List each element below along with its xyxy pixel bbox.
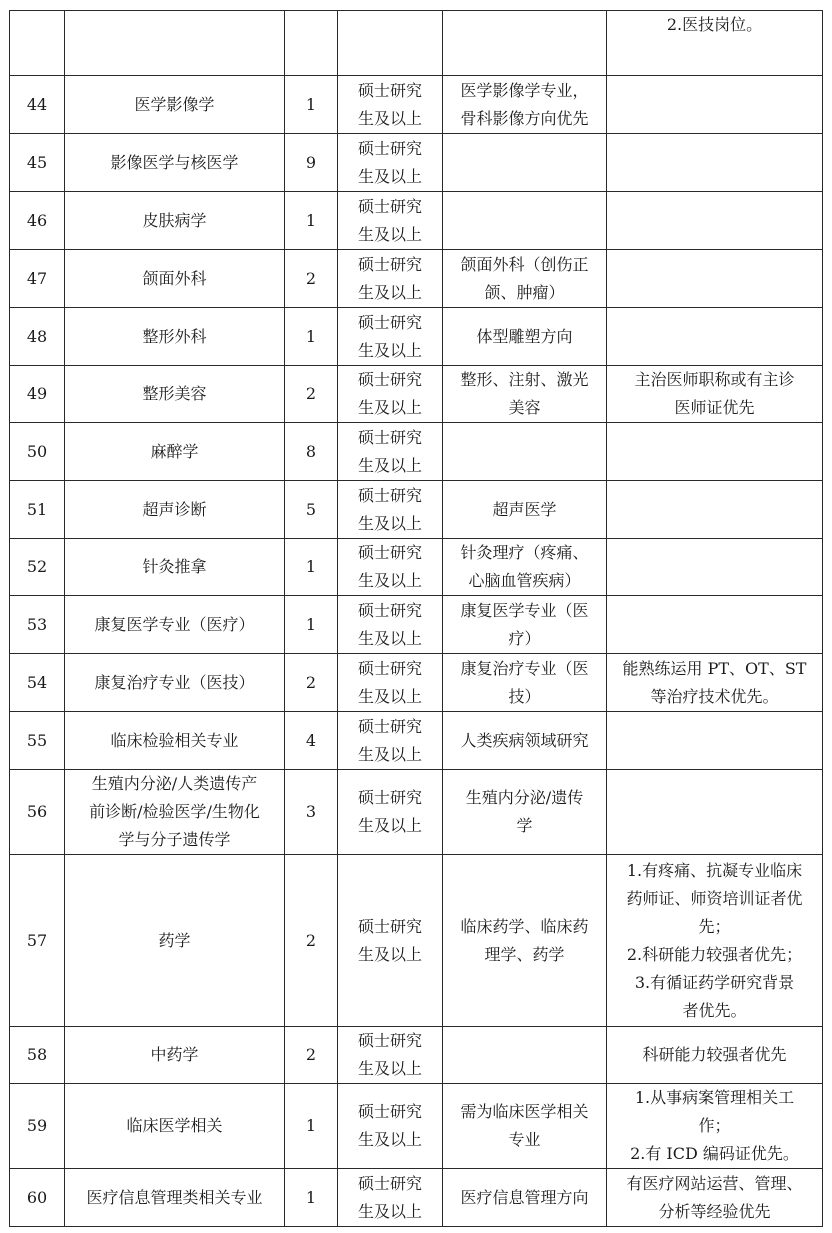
- cell-direction: 体型雕塑方向: [443, 308, 607, 366]
- cell-count: 2: [285, 855, 338, 1027]
- cell-education: 硕士研究 生及以上: [338, 539, 443, 596]
- cell-count: 5: [285, 481, 338, 539]
- cell-education: 硕士研究 生及以上: [338, 308, 443, 366]
- cell-count: 3: [285, 770, 338, 855]
- cell-requirement: [607, 596, 823, 654]
- cell-education: 硕士研究 生及以上: [338, 654, 443, 712]
- cell-major: 针灸推拿: [65, 539, 285, 596]
- cell-count: 9: [285, 134, 338, 192]
- cell-count: 8: [285, 423, 338, 481]
- cell-major: 整形美容: [65, 366, 285, 423]
- cell-num: 60: [10, 1169, 65, 1227]
- cell-requirement: 科研能力较强者优先: [607, 1027, 823, 1084]
- cell-requirement: [607, 481, 823, 539]
- table-row: [10, 366, 823, 423]
- cell-education: 硕士研究 生及以上: [338, 1169, 443, 1227]
- cell-num: 47: [10, 250, 65, 308]
- cell-major: 临床医学相关: [65, 1084, 285, 1169]
- cell-count: [285, 11, 338, 76]
- cell-education: 硕士研究 生及以上: [338, 1027, 443, 1084]
- cell-education: 硕士研究 生及以上: [338, 76, 443, 134]
- cell-major: 麻醉学: [65, 423, 285, 481]
- cell-count: 2: [285, 366, 338, 423]
- cell-num: 54: [10, 654, 65, 712]
- cell-education: 硕士研究 生及以上: [338, 855, 443, 1027]
- cell-direction: [443, 192, 607, 250]
- table-row: [10, 1084, 823, 1169]
- cell-requirement: 1.有疼痛、抗凝专业临床 药师证、师资培训证者优 先； 2.科研能力较强者优先； 3.有循证药学研究背景 者优先。: [607, 855, 823, 1027]
- table-row: [10, 539, 823, 596]
- cell-count: 1: [285, 539, 338, 596]
- cell-count: 1: [285, 1084, 338, 1169]
- cell-direction: [443, 1027, 607, 1084]
- cell-major: 医疗信息管理类相关专业: [65, 1169, 285, 1227]
- cell-major: 康复医学专业（医疗）: [65, 596, 285, 654]
- cell-count: 1: [285, 1169, 338, 1227]
- cell-count: 1: [285, 596, 338, 654]
- table-row: [10, 770, 823, 855]
- cell-num: 48: [10, 308, 65, 366]
- cell-requirement: 能熟练运用 PT、OT、ST 等治疗技术优先。: [607, 654, 823, 712]
- cell-education: 硕士研究 生及以上: [338, 596, 443, 654]
- cell-num: 59: [10, 1084, 65, 1169]
- table-row: [10, 1027, 823, 1084]
- cell-education: 硕士研究 生及以上: [338, 250, 443, 308]
- cell-count: 1: [285, 76, 338, 134]
- table-row: [10, 1169, 823, 1227]
- cell-direction: 针灸理疗（疼痛、 心脑血管疾病）: [443, 539, 607, 596]
- cell-num: 58: [10, 1027, 65, 1084]
- cell-requirement: 1.从事病案管理相关工 作； 2.有 ICD 编码证优先。: [607, 1084, 823, 1169]
- cell-requirement: [607, 423, 823, 481]
- table-row-continued: [10, 11, 823, 76]
- recruitment-table: [9, 10, 823, 1227]
- cell-major: 整形外科: [65, 308, 285, 366]
- cell-requirement: [607, 192, 823, 250]
- cell-num: 49: [10, 366, 65, 423]
- table-row: [10, 654, 823, 712]
- cell-education: 硕士研究 生及以上: [338, 1084, 443, 1169]
- table-row: [10, 712, 823, 770]
- cell-major: 康复治疗专业（医技）: [65, 654, 285, 712]
- cell-education: 硕士研究 生及以上: [338, 481, 443, 539]
- cell-requirement: 有医疗网站运营、管理、 分析等经验优先: [607, 1169, 823, 1227]
- table-row: [10, 76, 823, 134]
- cell-direction: [443, 11, 607, 76]
- cell-major: [65, 11, 285, 76]
- cell-num: 44: [10, 76, 65, 134]
- cell-direction: 医疗信息管理方向: [443, 1169, 607, 1227]
- table-row: [10, 250, 823, 308]
- cell-direction: [443, 134, 607, 192]
- cell-education: 硕士研究 生及以上: [338, 134, 443, 192]
- cell-major: 皮肤病学: [65, 192, 285, 250]
- table-row: [10, 134, 823, 192]
- cell-direction: 康复治疗专业（医 技）: [443, 654, 607, 712]
- cell-num: 50: [10, 423, 65, 481]
- cell-requirement: [607, 539, 823, 596]
- cell-education: 硕士研究 生及以上: [338, 423, 443, 481]
- cell-major: 医学影像学: [65, 76, 285, 134]
- table-row: [10, 192, 823, 250]
- cell-major: 影像医学与核医学: [65, 134, 285, 192]
- cell-major: 药学: [65, 855, 285, 1027]
- cell-num: 46: [10, 192, 65, 250]
- cell-num: 52: [10, 539, 65, 596]
- cell-requirement: 2.医技岗位。: [607, 11, 823, 76]
- cell-requirement: [607, 134, 823, 192]
- cell-num: 56: [10, 770, 65, 855]
- cell-direction: 医学影像学专业， 骨科影像方向优先: [443, 76, 607, 134]
- cell-education: [338, 11, 443, 76]
- cell-count: 4: [285, 712, 338, 770]
- cell-num: 57: [10, 855, 65, 1027]
- cell-num: 45: [10, 134, 65, 192]
- cell-major: 临床检验相关专业: [65, 712, 285, 770]
- cell-count: 1: [285, 192, 338, 250]
- cell-num: [10, 11, 65, 76]
- cell-education: 硕士研究 生及以上: [338, 366, 443, 423]
- cell-count: 2: [285, 1027, 338, 1084]
- cell-direction: [443, 423, 607, 481]
- cell-direction: 需为临床医学相关 专业: [443, 1084, 607, 1169]
- cell-requirement: [607, 76, 823, 134]
- cell-count: 1: [285, 308, 338, 366]
- cell-num: 51: [10, 481, 65, 539]
- table-row: [10, 423, 823, 481]
- cell-direction: 超声医学: [443, 481, 607, 539]
- cell-education: 硕士研究 生及以上: [338, 192, 443, 250]
- cell-requirement: [607, 250, 823, 308]
- cell-direction: 颌面外科（创伤正 颌、肿瘤）: [443, 250, 607, 308]
- table-row: [10, 596, 823, 654]
- cell-requirement: [607, 712, 823, 770]
- cell-num: 53: [10, 596, 65, 654]
- cell-major: 超声诊断: [65, 481, 285, 539]
- table-row: [10, 855, 823, 1027]
- cell-major: 颌面外科: [65, 250, 285, 308]
- cell-direction: 生殖内分泌/遗传 学: [443, 770, 607, 855]
- cell-direction: 康复医学专业（医 疗）: [443, 596, 607, 654]
- cell-education: 硕士研究 生及以上: [338, 712, 443, 770]
- cell-major: 中药学: [65, 1027, 285, 1084]
- cell-count: 2: [285, 250, 338, 308]
- cell-count: 2: [285, 654, 338, 712]
- cell-direction: 整形、注射、激光 美容: [443, 366, 607, 423]
- table-row: [10, 481, 823, 539]
- cell-major: 生殖内分泌/人类遗传产 前诊断/检验医学/生物化 学与分子遗传学: [65, 770, 285, 855]
- cell-direction: 人类疾病领域研究: [443, 712, 607, 770]
- cell-requirement: [607, 770, 823, 855]
- cell-num: 55: [10, 712, 65, 770]
- table-row: [10, 308, 823, 366]
- cell-education: 硕士研究 生及以上: [338, 770, 443, 855]
- cell-requirement: 主治医师职称或有主诊 医师证优先: [607, 366, 823, 423]
- cell-requirement: [607, 308, 823, 366]
- cell-direction: 临床药学、临床药 理学、药学: [443, 855, 607, 1027]
